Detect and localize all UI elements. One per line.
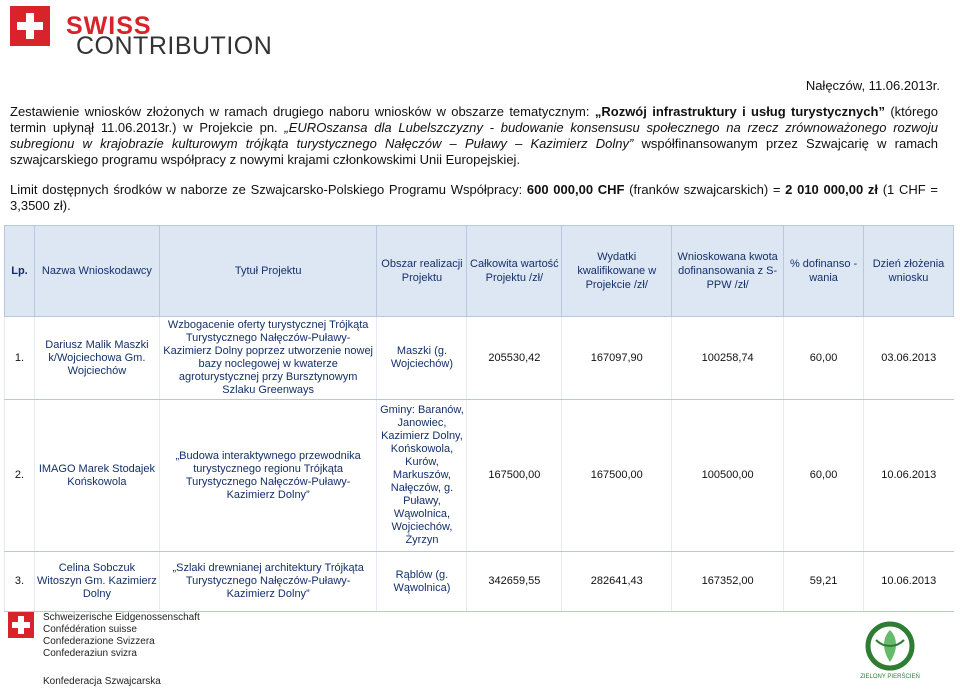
row-eligible: 282641,43: [562, 552, 672, 612]
zielony-pierscien-logo: [850, 620, 930, 686]
row-eligible: 167097,90: [562, 317, 672, 400]
green-logo-caption: ZIELONY PIERŚCIEŃ: [860, 674, 920, 680]
row-percent: 60,00: [784, 317, 864, 400]
confederation-names: [43, 612, 243, 660]
row-total: 205530,42: [467, 317, 562, 400]
row-area: Maszki (g. Wojciechów): [377, 317, 467, 400]
limit-amount-chf: 600 000,00 CHF: [526, 182, 625, 197]
row-title: „Szlaki drewnianej architektury Trójkąta Turystycznego Nałęczów-Puławy-Kazimierz Dolny”: [159, 552, 377, 612]
intro-topic: „Rozwój infrastruktury i usług turystycznych”: [594, 104, 885, 119]
row-area: Rąblów (g. Wąwolnica): [377, 552, 467, 612]
header-total: Całkowita wartość Projektu /zł/: [467, 226, 562, 317]
swiss-cross-icon: [10, 6, 50, 46]
limit-text-3: (1 CHF = 3,3500 zł).: [10, 182, 938, 213]
row-applicant: Celina Sobczuk Witoszyn Gm. Kazimierz Dolny: [34, 552, 159, 612]
confed-line: Schweizerische Eidgenossenschaft: [43, 612, 200, 623]
limit-amount-pln: 2 010 000,00 zł: [785, 182, 879, 197]
header-eligible: Wydatki kwalifikowane w Projekcie /zł/: [562, 226, 672, 317]
row-area: Gminy: Baranów, Janowiec, Kazimierz Dolny, Końskowola, Kurów, Markuszów, Nałęczów, g. Puławy, Wąwolnica, Wojciechów, Żyrzyn: [377, 400, 467, 552]
applications-table: [4, 225, 954, 612]
header-applicant: Nazwa Wnioskodawcy: [34, 226, 159, 317]
row-lp: 2.: [5, 400, 35, 552]
row-date: 10.06.2013: [864, 400, 954, 552]
table-header-row: [5, 226, 954, 317]
header-area: Obszar realizacji Projektu: [377, 226, 467, 317]
row-date: 10.06.2013: [864, 552, 954, 612]
confed-line: Confederaziun svizra: [43, 648, 137, 659]
konfederacja-label: Konfederacja Szwajcarska: [43, 676, 161, 687]
green-ring-icon: [858, 620, 922, 672]
table-row: [5, 400, 954, 552]
row-percent: 59,21: [784, 552, 864, 612]
limit-text-1: Limit dostępnych środków w naborze ze Szwajcarsko-Polskiego Programu Współpracy:: [10, 182, 527, 197]
intro-text-2: (którego termin upłynął 11.06.2013r.) w Projekcie pn.: [10, 104, 939, 135]
intro-project: „EUROszansa dla Lubelszczyzny - budowanie konsensusu społecznego na rzecz zrównoważonego rozwoju subregionu w krajobrazie kulturowym trójkąta turystycznego Nałęczów – Puławy – Kazimierz Dolny”: [10, 120, 938, 151]
row-title: „Budowa interaktywnego przewodnika turystycznego regionu Trójkąta Turystycznego Nałęczów-Puławy-Kazimierz Dolny”: [159, 400, 377, 552]
row-total: 342659,55: [467, 552, 562, 612]
logo-contribution-text: CONTRIBUTION: [76, 32, 273, 60]
confed-line: Confederazione Svizzera: [43, 636, 155, 647]
row-total: 167500,00: [467, 400, 562, 552]
row-requested: 100258,74: [672, 317, 784, 400]
header-lp: Lp.: [5, 226, 35, 317]
limit-paragraph: [10, 182, 938, 214]
table-row: [5, 552, 954, 612]
row-applicant: IMAGO Marek Stodajek Końskowola: [34, 400, 159, 552]
document-date: Nałęczów, 11.06.2013r.: [805, 78, 940, 93]
row-eligible: 167500,00: [562, 400, 672, 552]
row-lp: 1.: [5, 317, 35, 400]
row-requested: 167352,00: [672, 552, 784, 612]
row-title: Wzbogacenie oferty turystycznej Trójkąta Turystycznego Nałęczów-Puławy-Kazimierz Dolny poprzez utworzenie nowej bazy noclegowej w kwaterze agroturystycznej przy Bursztynowym Szlaku Greenways: [159, 317, 377, 400]
header-title: Tytuł Projektu: [159, 226, 377, 317]
intro-text-3: współfinansowanym przez Szwajcarię w ramach szwajcarskiego programu współpracy z nowymi krajami członkowskimi Unii Europejskiej.: [10, 136, 938, 167]
row-applicant: Dariusz Malik Maszki k/Wojciechowa Gm. Wojciechów: [34, 317, 159, 400]
row-lp: 3.: [5, 552, 35, 612]
limit-text-2: (franków szwajcarskich) =: [624, 182, 786, 197]
header-date: Dzień złożenia wniosku: [864, 226, 954, 317]
intro-paragraph: [10, 104, 938, 168]
row-percent: 60,00: [784, 400, 864, 552]
confed-line: Confédération suisse: [43, 624, 137, 635]
header-requested: Wnioskowana kwota dofinansowania z S-PPW /zł/: [672, 226, 784, 317]
table-row: [5, 317, 954, 400]
row-date: 03.06.2013: [864, 317, 954, 400]
logo-swiss-text: SWISS: [66, 11, 152, 40]
swiss-contribution-logo: [10, 6, 273, 60]
row-requested: 100500,00: [672, 400, 784, 552]
swiss-flag-icon: [8, 612, 34, 638]
header-percent: % dofinanso -wania: [784, 226, 864, 317]
intro-text-1: Zestawienie wniosków złożonych w ramach drugiego naboru wniosków w obszarze tematycznym:: [10, 104, 595, 119]
confederation-logo: [8, 612, 200, 687]
